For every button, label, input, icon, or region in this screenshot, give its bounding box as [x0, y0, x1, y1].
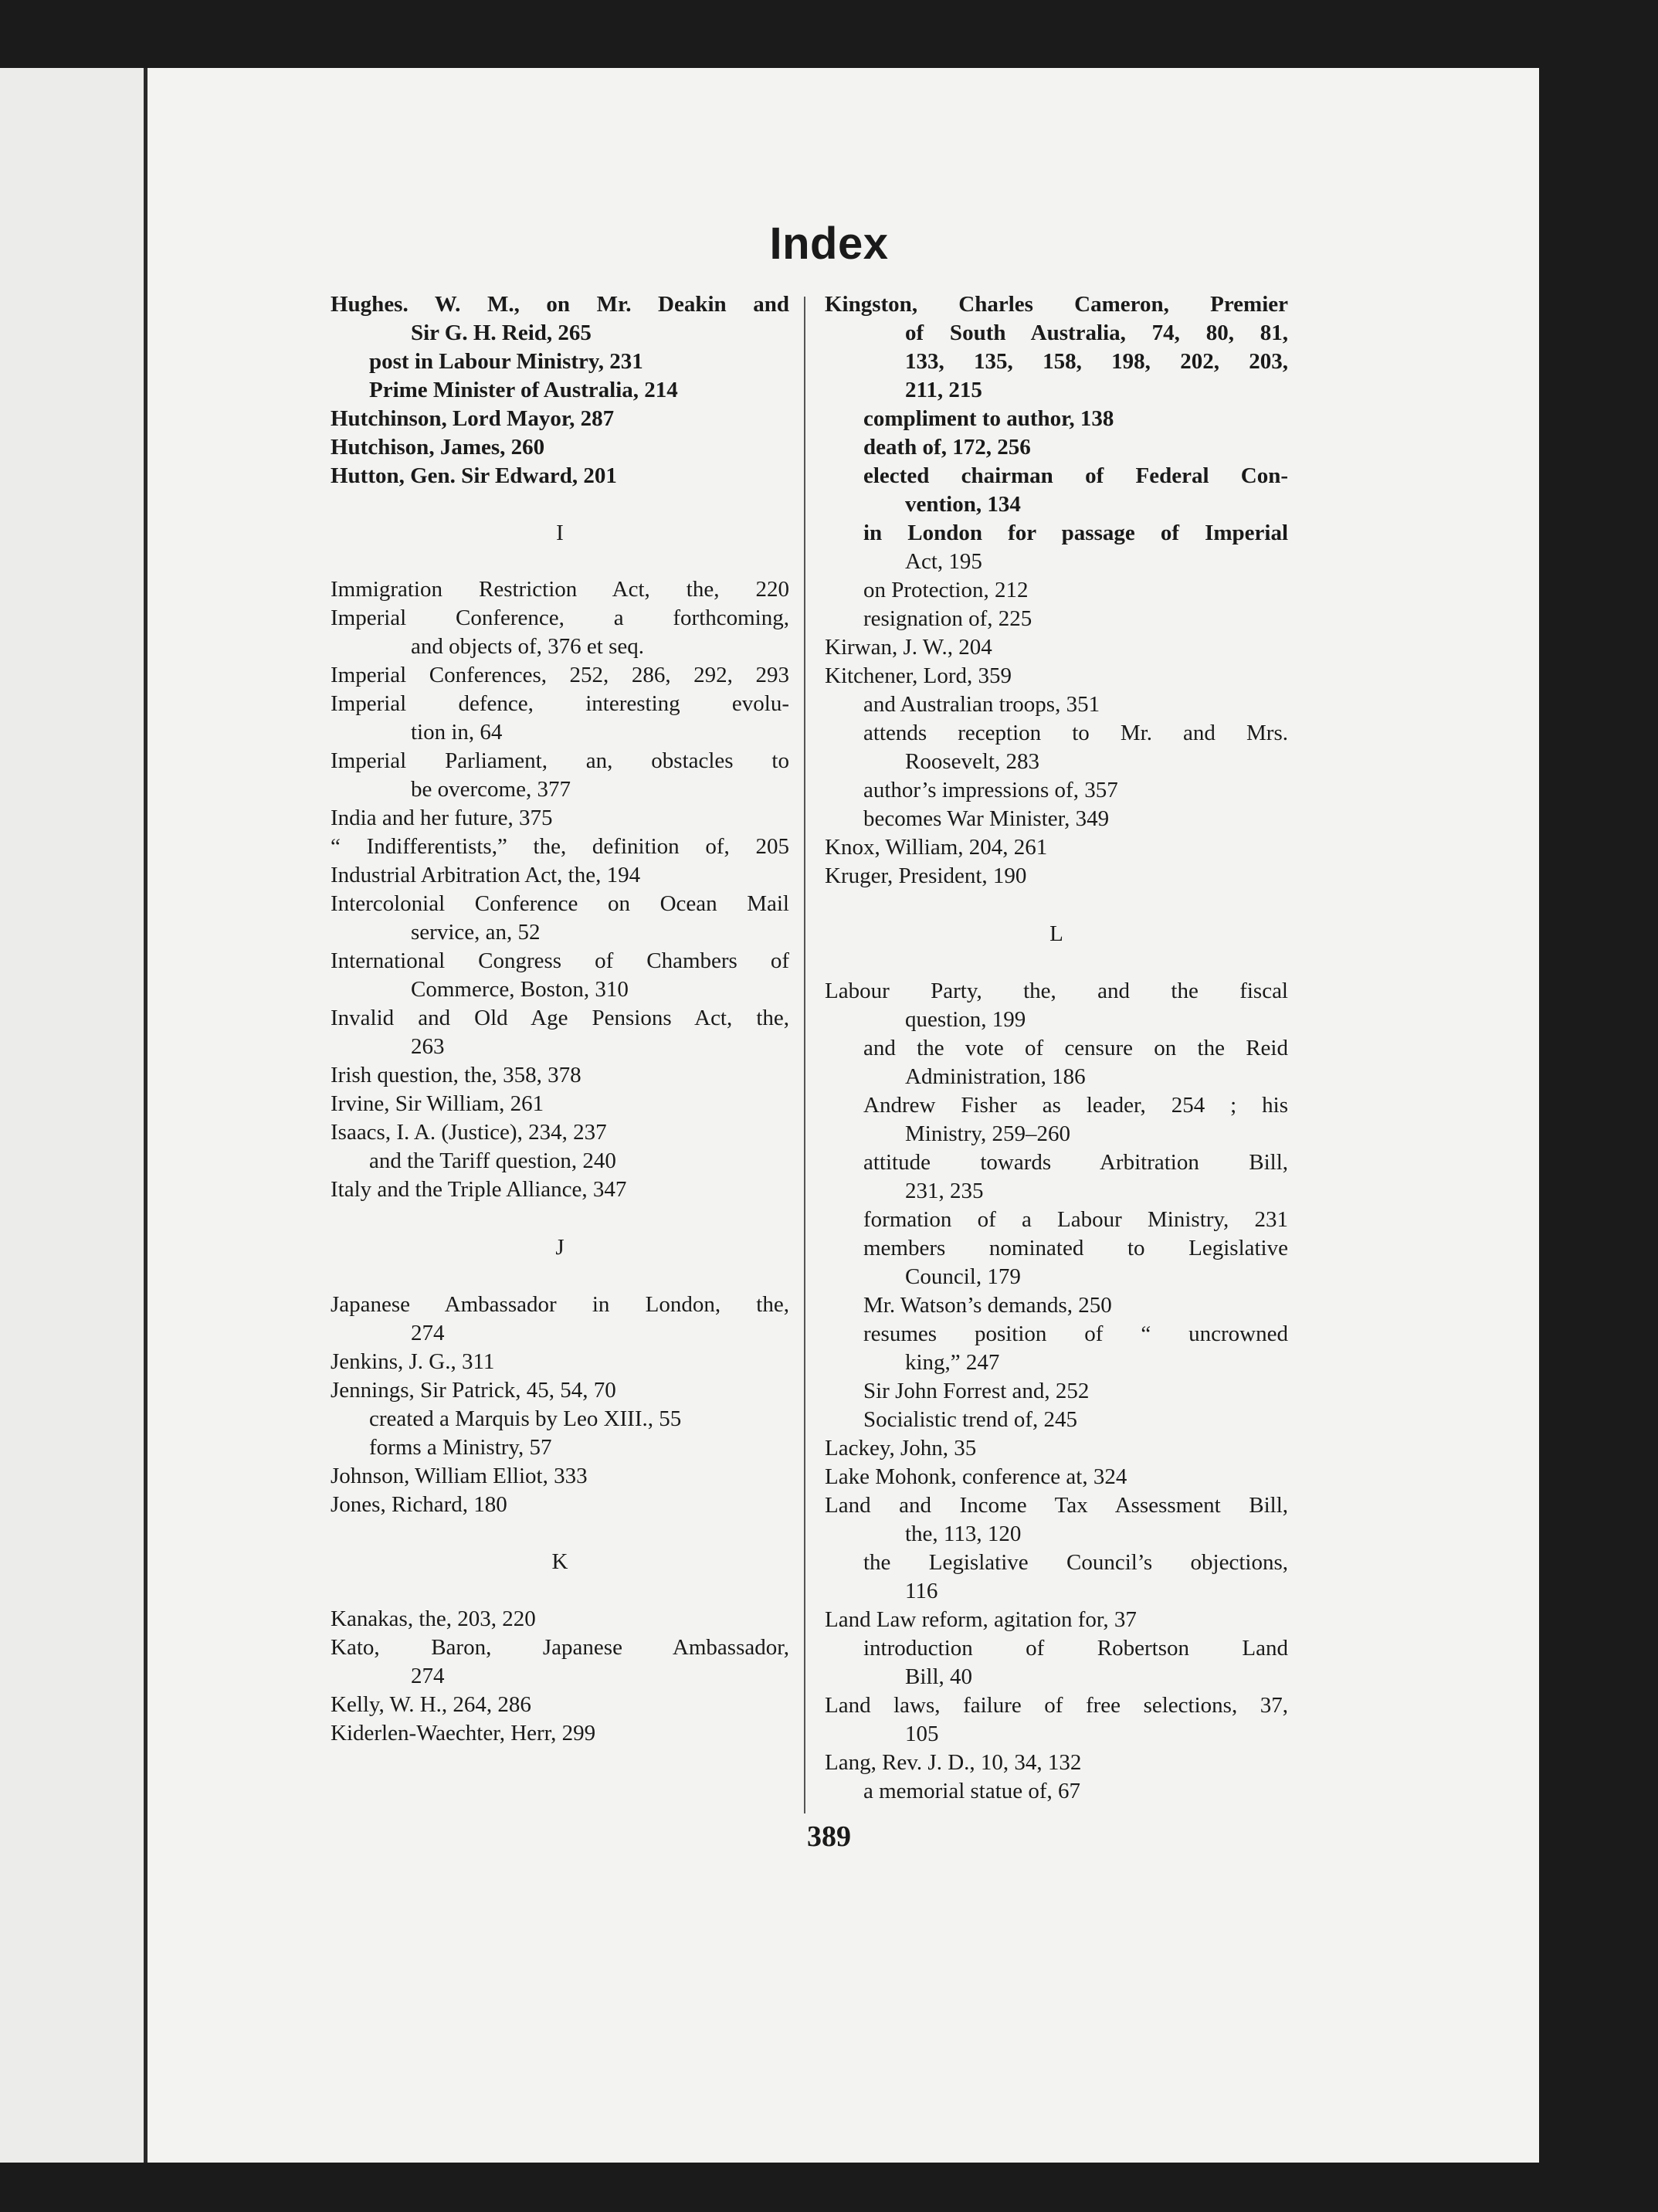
index-entry-continuation: 105 — [905, 1722, 939, 1746]
index-entry: Isaacs, I. A. (Justice), 234, 237 — [331, 1120, 607, 1145]
index-entry: Land Law reform, agitation for, 37 — [825, 1607, 1137, 1632]
index-subentry: author’s impressions of, 357 — [863, 778, 1118, 802]
index-entry: Labour Party, the, and the fiscal — [825, 979, 1288, 1003]
section-letter: L — [1049, 921, 1063, 946]
index-subentry: and the vote of censure on the Reid — [863, 1036, 1288, 1060]
index-entry: Land laws, failure of free selections, 37, — [825, 1693, 1288, 1718]
index-entry-continuation: 263 — [411, 1034, 445, 1059]
index-subentry: resignation of, 225 — [863, 606, 1032, 631]
index-entry: Hughes. W. M., on Mr. Deakin and — [331, 292, 789, 317]
index-entry: Imperial defence, interesting evolu- — [331, 691, 789, 716]
index-entry: Lang, Rev. J. D., 10, 34, 132 — [825, 1750, 1082, 1775]
index-entry: Japanese Ambassador in London, the, — [331, 1292, 789, 1317]
page-number: 389 — [807, 1820, 851, 1853]
index-entry: Italy and the Triple Alliance, 347 — [331, 1177, 627, 1202]
index-subentry: post in Labour Ministry, 231 — [369, 349, 643, 374]
index-entry: Kelly, W. H., 264, 286 — [331, 1692, 531, 1717]
index-entry: Kingston, Charles Cameron, Premier — [825, 292, 1288, 317]
index-entry: International Congress of Chambers of — [331, 948, 789, 973]
index-subentry: Prime Minister of Australia, 214 — [369, 378, 678, 402]
index-entry-continuation: Administration, 186 — [905, 1064, 1086, 1089]
index-subentry: and Australian troops, 351 — [863, 692, 1100, 717]
index-entry-continuation: Commerce, Boston, 310 — [411, 977, 629, 1002]
index-subentry: on Protection, 212 — [863, 578, 1029, 602]
page-title: Index — [769, 219, 889, 269]
index-entry: Immigration Restriction Act, the, 220 — [331, 577, 789, 602]
index-entry: Kitchener, Lord, 359 — [825, 663, 1012, 688]
index-subentry: attitude towards Arbitration Bill, — [863, 1150, 1288, 1175]
index-subentry: death of, 172, 256 — [863, 435, 1031, 460]
index-subentry: Socialistic trend of, 245 — [863, 1407, 1078, 1432]
index-subentry: and the Tariff question, 240 — [369, 1148, 616, 1173]
index-subentry: Sir John Forrest and, 252 — [863, 1379, 1090, 1403]
index-entry-continuation: 274 — [411, 1321, 445, 1345]
index-entry: Irish question, the, 358, 378 — [331, 1063, 581, 1087]
index-entry-continuation: be overcome, 377 — [411, 777, 571, 802]
index-entry-continuation: 231, 235 — [905, 1179, 984, 1203]
index-entry: “ Indifferentists,” the, definition of, 205 — [331, 834, 789, 859]
index-entry: Hutton, Gen. Sir Edward, 201 — [331, 463, 617, 488]
index-entry-continuation: king,” 247 — [905, 1350, 1000, 1375]
index-subentry: attends reception to Mr. and Mrs. — [863, 721, 1288, 745]
section-letter: I — [556, 521, 564, 545]
index-entry-continuation: tion in, 64 — [411, 720, 503, 745]
index-subentry: the Legislative Council’s objections, — [863, 1550, 1288, 1575]
index-entry-continuation: Sir G. H. Reid, 265 — [411, 321, 592, 345]
index-entry-continuation: question, 199 — [905, 1007, 1026, 1032]
index-subentry: Mr. Watson’s demands, 250 — [863, 1293, 1112, 1318]
index-entry-continuation: of South Australia, 74, 80, 81, — [905, 321, 1288, 345]
index-entry: Industrial Arbitration Act, the, 194 — [331, 863, 641, 887]
index-entry-continuation: Council, 179 — [905, 1264, 1021, 1289]
column-divider — [804, 297, 805, 1813]
index-entry: Imperial Parliament, an, obstacles to — [331, 748, 789, 773]
index-entry-continuation: 274 — [411, 1664, 445, 1688]
index-entry: Land and Income Tax Assessment Bill, — [825, 1493, 1288, 1518]
index-entry: Irvine, Sir William, 261 — [331, 1091, 544, 1116]
index-subentry: members nominated to Legislative — [863, 1236, 1288, 1260]
index-entry: Kato, Baron, Japanese Ambassador, — [331, 1635, 789, 1660]
index-entry: Jones, Richard, 180 — [331, 1492, 507, 1517]
index-column-right — [825, 290, 1288, 1806]
index-entry: Jenkins, J. G., 311 — [331, 1349, 495, 1374]
index-entry-continuation: service, an, 52 — [411, 920, 541, 945]
index-entry-continuation: vention, 134 — [905, 492, 1021, 517]
index-entry: Hutchinson, Lord Mayor, 287 — [331, 406, 615, 431]
index-entry-continuation: Act, 195 — [905, 549, 982, 574]
index-entry: Jennings, Sir Patrick, 45, 54, 70 — [331, 1378, 616, 1403]
index-subentry: Andrew Fisher as leader, 254 ; his — [863, 1093, 1288, 1118]
index-entry-continuation: the, 113, 120 — [905, 1522, 1022, 1546]
index-subentry: created a Marquis by Leo XIII., 55 — [369, 1406, 682, 1431]
index-entry: Intercolonial Conference on Ocean Mail — [331, 891, 789, 916]
index-entry: Imperial Conference, a forthcoming, — [331, 606, 789, 630]
index-subentry: formation of a Labour Ministry, 231 — [863, 1207, 1288, 1232]
index-entry: Invalid and Old Age Pensions Act, the, — [331, 1006, 789, 1030]
index-entry: Johnson, William Elliot, 333 — [331, 1464, 588, 1488]
index-entry: Lackey, John, 35 — [825, 1436, 977, 1461]
index-entry-continuation: Bill, 40 — [905, 1664, 973, 1689]
index-entry-continuation: Roosevelt, 283 — [905, 749, 1039, 774]
index-entry: Lake Mohonk, conference at, 324 — [825, 1464, 1127, 1489]
index-entry: Hutchison, James, 260 — [331, 435, 545, 460]
index-subentry: a memorial statue of, 67 — [863, 1779, 1081, 1803]
index-subentry: resumes position of “ uncrowned — [863, 1321, 1288, 1346]
section-letter: J — [555, 1235, 565, 1260]
index-entry: Knox, William, 204, 261 — [825, 835, 1048, 860]
index-entry: Kruger, President, 190 — [825, 863, 1027, 888]
index-subentry: forms a Ministry, 57 — [369, 1435, 552, 1460]
index-entry-continuation: 211, 215 — [905, 378, 982, 402]
index-subentry: introduction of Robertson Land — [863, 1636, 1288, 1661]
index-subentry: elected chairman of Federal Con- — [863, 463, 1288, 488]
index-entry: Kanakas, the, 203, 220 — [331, 1606, 536, 1631]
index-entry-continuation: 116 — [905, 1579, 938, 1603]
index-subentry: compliment to author, 138 — [863, 406, 1114, 431]
index-subentry: in London for passage of Imperial — [863, 521, 1288, 545]
index-entry: Kirwan, J. W., 204 — [825, 635, 992, 660]
index-entry-continuation: 133, 135, 158, 198, 202, 203, — [905, 349, 1288, 374]
index-entry-continuation: and objects of, 376 et seq. — [411, 634, 645, 659]
index-entry-continuation: Ministry, 259–260 — [905, 1121, 1071, 1146]
section-letter: K — [551, 1549, 568, 1574]
index-entry: India and her future, 375 — [331, 806, 553, 830]
index-column-left — [331, 290, 789, 1748]
index-entry: Kiderlen-Waechter, Herr, 299 — [331, 1721, 596, 1746]
index-entry: Imperial Conferences, 252, 286, 292, 293 — [331, 663, 789, 687]
index-subentry: becomes War Minister, 349 — [863, 806, 1110, 831]
